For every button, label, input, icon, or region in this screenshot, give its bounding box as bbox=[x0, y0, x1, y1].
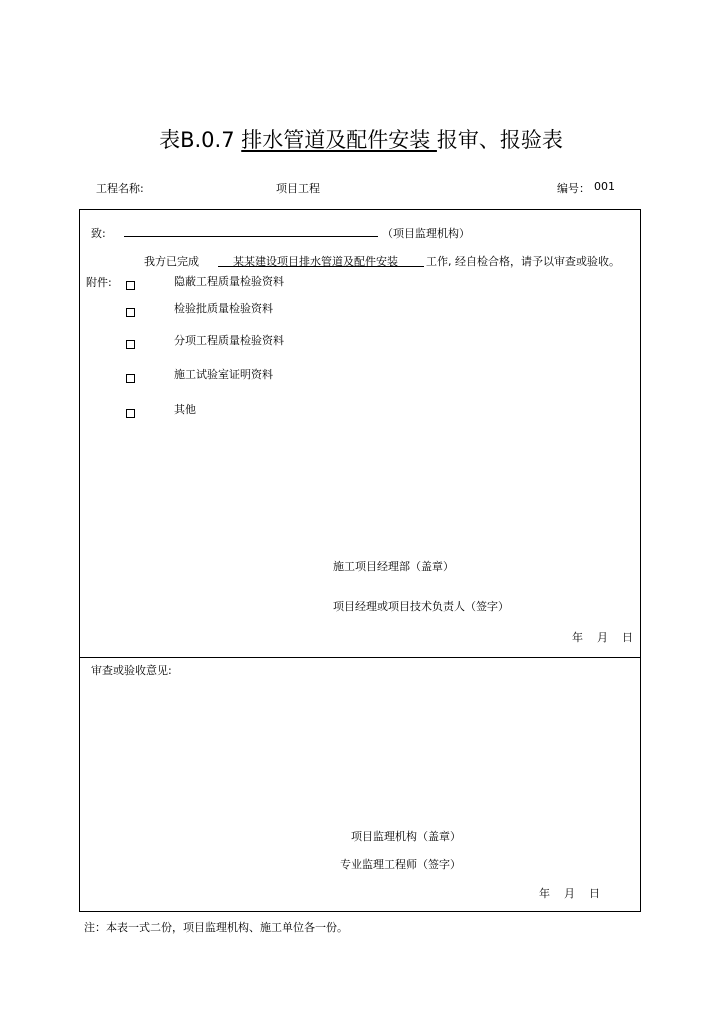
attachment-label: 施工试验室证明资料 bbox=[174, 368, 273, 381]
attachment-checkbox[interactable] bbox=[126, 302, 135, 321]
to-suffix: （项目监理机构） bbox=[382, 227, 470, 240]
complete-suffix: 工作, 经自检合格，请予以审查或验收。 bbox=[426, 255, 620, 268]
title-suffix: 报审、报验表 bbox=[436, 128, 563, 152]
title-prefix: 表B.0.7 bbox=[159, 128, 242, 152]
attachment-checkbox[interactable] bbox=[126, 334, 135, 353]
attachment-checkbox[interactable] bbox=[126, 275, 135, 294]
footnote: 注：本表一式二份，项目监理机构、施工单位各一份。 bbox=[84, 921, 348, 934]
attachment-label: 隐蔽工程质量检验资料 bbox=[174, 275, 284, 288]
opinion-label: 审查或验收意见: bbox=[91, 664, 172, 677]
bottom-date: 年 月 日 bbox=[539, 887, 600, 900]
project-name-value: 项目工程 bbox=[276, 182, 320, 195]
submission-section bbox=[79, 209, 641, 658]
signer-person: 项目经理或项目技术负责人（签字） bbox=[333, 600, 509, 613]
attachment-label: 检验批质量检验资料 bbox=[174, 302, 273, 315]
attachment-label: 分项工程质量检验资料 bbox=[174, 334, 284, 347]
title-underlined: 排水管道及配件安装 bbox=[241, 128, 437, 152]
attachments-label: 附件: bbox=[86, 276, 112, 289]
work-name: 某某建设项目排水管道及配件安装 bbox=[233, 255, 398, 268]
number-value: 001 bbox=[594, 180, 615, 193]
attachment-checkbox[interactable] bbox=[126, 403, 135, 422]
attachment-checkbox[interactable] bbox=[126, 368, 135, 387]
top-date: 年 月 日 bbox=[572, 631, 633, 644]
recipient-line bbox=[124, 236, 378, 237]
signer-org: 项目监理机构（盖章） bbox=[351, 830, 461, 843]
signer-dept: 施工项目经理部（盖章） bbox=[333, 560, 454, 573]
signer-engineer: 专业监理工程师（签字） bbox=[340, 858, 461, 871]
number-label: 编号： bbox=[557, 182, 590, 195]
review-section bbox=[79, 657, 641, 912]
project-name-label: 工程名称: bbox=[96, 182, 144, 195]
attachment-label: 其他 bbox=[174, 403, 196, 416]
form-title bbox=[0, 124, 722, 154]
complete-prefix: 我方已完成 bbox=[144, 255, 199, 268]
to-label: 致: bbox=[91, 227, 106, 240]
